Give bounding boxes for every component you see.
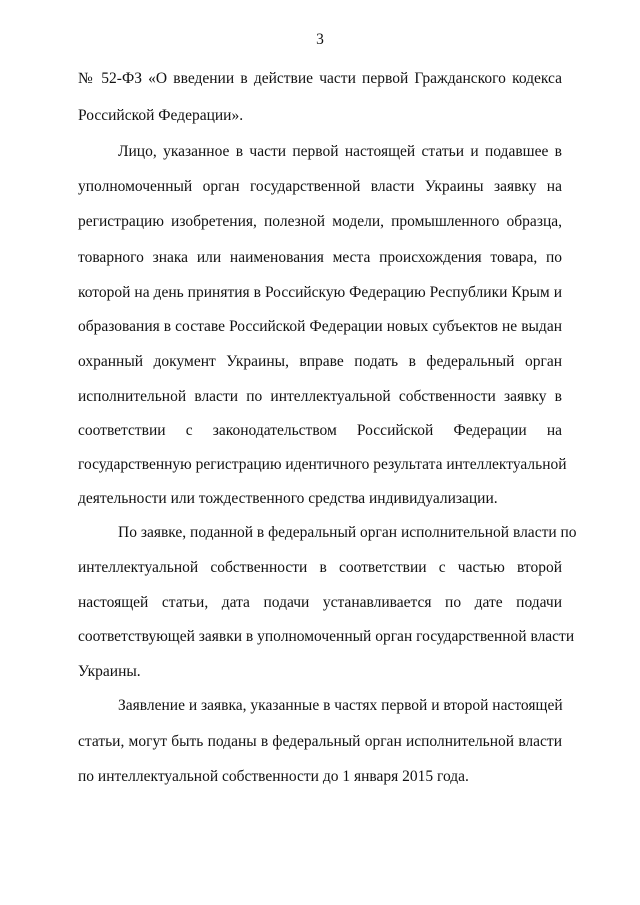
paragraph-2-line-10: государственную регистрацию идентичного результата интеллектуальной: [78, 456, 567, 473]
paragraph-2-line-3: регистрацию изобретения, полезной модели, промышленного образца,: [78, 213, 562, 230]
paragraph-2-line-1: Лицо, указанное в части первой настоящей статьи и подавшее в: [118, 143, 562, 160]
paragraph-1-line-2: Российской Федерации».: [78, 107, 244, 124]
paragraph-2-line-2: уполномоченный орган государственной власти Украины заявку на: [78, 178, 562, 195]
paragraph-3-line-3: настоящей статьи, дата подачи устанавливается по дате подачи: [78, 594, 562, 611]
paragraph-3-line-1: По заявке, поданной в федеральный орган исполнительной власти по: [118, 524, 577, 541]
paragraph-2-line-9: соответствии с законодательством Российской Федерации на: [78, 422, 562, 439]
paragraph-3-line-4: соответствующей заявки в уполномоченный орган государственной власти: [78, 628, 575, 645]
paragraph-3-line-2: интеллектуальной собственности в соответствии с частью второй: [78, 559, 562, 576]
paragraph-4-line-2: статьи, могут быть поданы в федеральный орган исполнительной власти: [78, 733, 562, 750]
paragraph-2-line-7: охранный документ Украины, вправе подать в федеральный орган: [78, 353, 562, 370]
paragraph-2-line-11: деятельности или тождественного средства индивидуализации.: [78, 490, 498, 507]
paragraph-3-line-5: Украины.: [78, 663, 141, 680]
paragraph-4-line-3: по интеллектуальной собственности до 1 января 2015 года.: [78, 768, 469, 785]
paragraph-4-line-1: Заявление и заявка, указанные в частях первой и второй настоящей: [118, 697, 563, 714]
paragraph-2-line-8: исполнительной власти по интеллектуальной собственности заявку в: [78, 388, 562, 405]
paragraph-2-line-6: образования в составе Российской Федерации новых субъектов не выдан: [78, 318, 562, 335]
paragraph-1-line-1: № 52-ФЗ «О введении в действие части первой Гражданского кодекса: [78, 70, 562, 87]
paragraph-2-line-4: товарного знака или наименования места происхождения товара, по: [78, 249, 562, 266]
page-number: 3: [316, 31, 324, 48]
paragraph-2-line-5: которой на день принятия в Российскую Федерацию Республики Крым и: [78, 284, 562, 301]
